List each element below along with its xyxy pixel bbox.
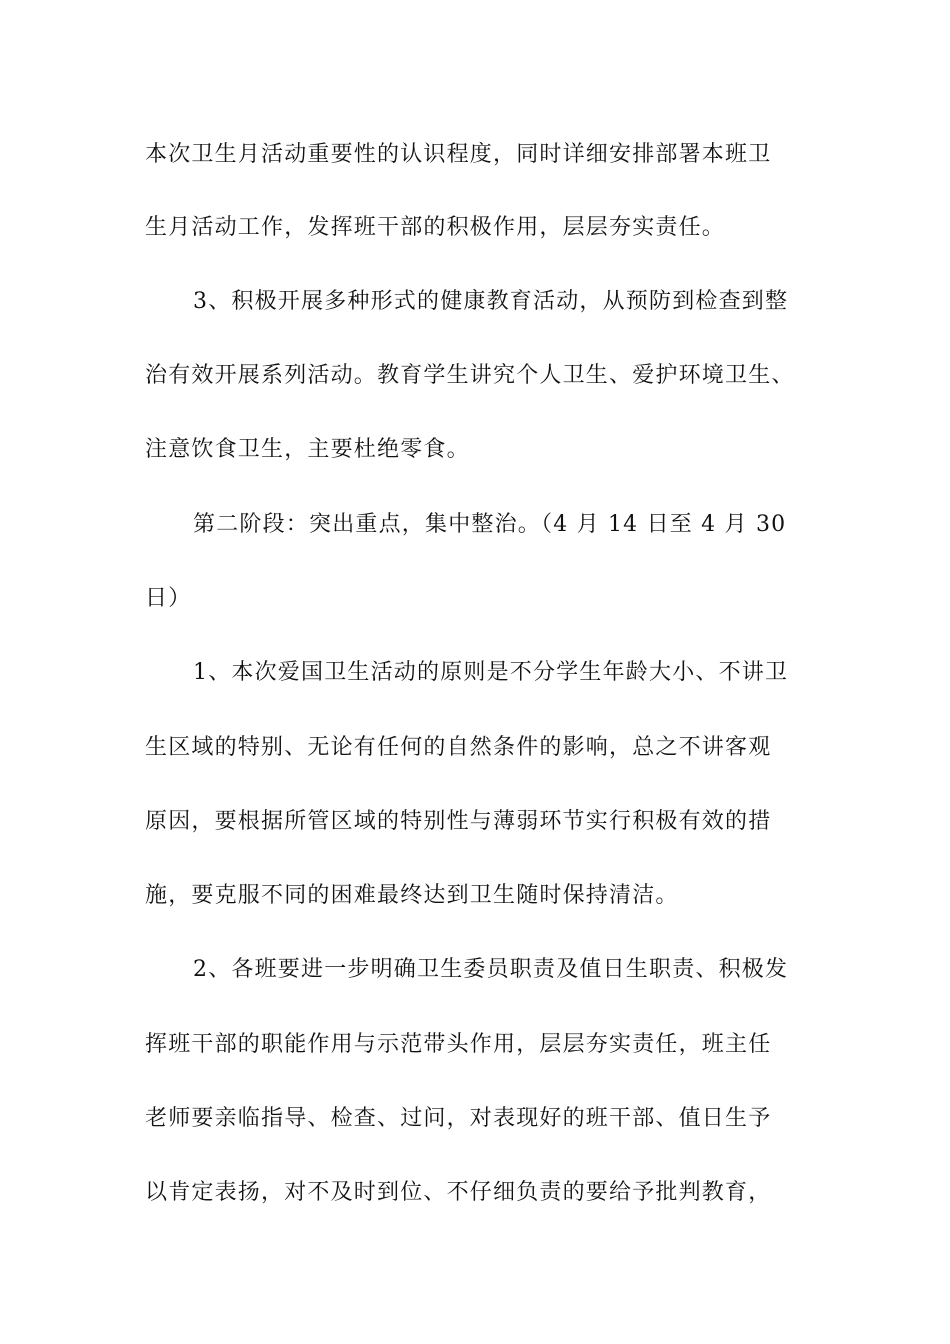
text-line: 第二阶段：突出重点，集中整治。（4 月 14 日至 4 月 30 [193, 512, 787, 537]
text-line: 治有效开展系列活动。教育学生讲究个人卫生、爱护环境卫生、 [145, 363, 795, 388]
text-line: 生月活动工作，发挥班干部的积极作用，层层夯实责任。 [145, 215, 726, 240]
text-line: 2、各班要进一步明确卫生委员职责及值日生职责、积极发 [193, 957, 789, 982]
text-line: 以肯定表扬，对不及时到位、不仔细负责的要给予批判教育， [145, 1180, 772, 1205]
text-line: 注意饮食卫生，主要杜绝零食。 [145, 437, 470, 462]
text-line: 本次卫生月活动重要性的认识程度，同时详细安排部署本班卫 [145, 142, 772, 167]
text-line: 生区域的特别、无论有任何的自然条件的影响，总之不讲客观 [145, 735, 772, 760]
text-line: 1、本次爱国卫生活动的原则是不分学生年龄大小、不讲卫 [193, 660, 789, 685]
text-line: 日） [145, 586, 192, 611]
text-line: 挥班干部的职能作用与示范带头作用，层层夯实责任，班主任 [145, 1032, 772, 1057]
text-line: 3、积极开展多种形式的健康教育活动，从预防到检查到整 [193, 289, 789, 314]
text-line: 老师要亲临指导、检查、过问，对表现好的班干部、值日生予 [145, 1106, 772, 1131]
text-line: 原因，要根据所管区域的特别性与薄弱环节实行积极有效的措 [145, 809, 772, 834]
text-line: 施，要克服不同的困难最终达到卫生随时保持清洁。 [145, 883, 679, 908]
